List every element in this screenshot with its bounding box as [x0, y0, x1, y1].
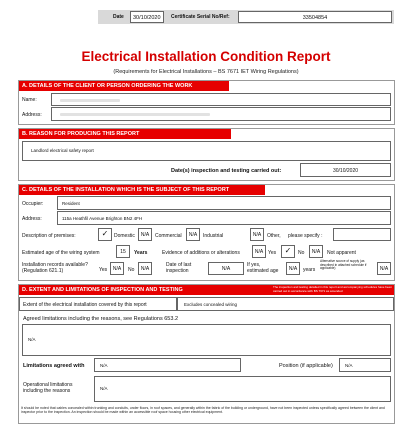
last-inspection-field[interactable]: N/A [208, 262, 244, 275]
client-address-label: Address: [22, 112, 42, 118]
years-label: Years [134, 250, 148, 256]
section-a-heading: A. DETAILS OF THE CLIENT OR PERSON ORDERING THE WORK [19, 81, 229, 91]
inspection-dates-label: Date(s) inspection and testing carried out: [171, 168, 282, 174]
industrial-label: Industrial [203, 233, 224, 239]
extent-field[interactable]: Excludes concealed wiring [177, 297, 394, 311]
install-address-label: Address: [22, 216, 42, 222]
alt-supply-label: Alternative source of supply (as described in attached schedule if applicable) [320, 259, 367, 271]
check-icon: ✓ [101, 229, 109, 238]
date-label: Date [113, 14, 124, 20]
not-apparent-label: Not apparent [327, 250, 356, 256]
records-yes-label: Yes [99, 267, 108, 273]
industrial-checkbox[interactable]: N/A [186, 228, 200, 241]
commercial-label: Commercial [155, 233, 182, 239]
occupier-label: Occupier: [22, 201, 44, 207]
commercial-checkbox[interactable]: N/A [138, 228, 152, 241]
position-field[interactable]: N/A [339, 358, 391, 372]
domestic-label: Domestic [114, 233, 135, 239]
not-apparent-checkbox[interactable]: N/A [309, 245, 323, 258]
wiring-age-label: Estimated age of the wiring system [22, 250, 100, 256]
specify-field[interactable] [333, 228, 391, 241]
agreed-limitations-label: Agreed limitations including the reasons, see Regulations 653.2 [23, 316, 179, 322]
serial-field[interactable]: 33504854 [238, 11, 392, 23]
other-checkbox[interactable]: N/A [250, 228, 264, 241]
section-d-heading: D. EXTENT AND LIMITATIONS OF INSPECTION AND TESTING [19, 285, 271, 295]
footer-note: It should be noted that cables concealed within trunking and conduits, under floors, in roof spaces, and generally within the fabric of the building or underground, have not been inspected unless specifically agreed between the client and inspector prior to the inspection. An inspection should be made within an accessible roof space housing other electrical equipment. [21, 406, 385, 415]
report-title: Electrical Installation Condition Report [81, 49, 331, 64]
last-inspection-label: Date of last inspection [166, 262, 192, 274]
install-address-field[interactable]: 115a Heathfil Avenue Brighton BN2 4FH [57, 211, 391, 225]
records-yes-checkbox[interactable]: N/A [110, 262, 124, 275]
redacted-name [60, 99, 120, 102]
inspection-dates-field[interactable]: 30/10/2020 [300, 163, 391, 177]
evidence-yes-checkbox[interactable]: N/A [252, 245, 266, 258]
limitations-agreed-field[interactable]: N/A [94, 358, 241, 372]
domestic-checkbox[interactable] [98, 228, 112, 241]
evidence-yes-label: Yes [268, 250, 277, 256]
records-no-label: No [128, 267, 135, 273]
if-yes-label: If yes, estimated age [247, 262, 279, 274]
reason-field[interactable] [22, 141, 391, 161]
section-d-note [271, 285, 394, 295]
reason-text: Landlord electrical safety report [31, 148, 94, 153]
evidence-no-checkbox[interactable] [281, 245, 295, 258]
alt-supply-field[interactable]: N/A [377, 262, 391, 275]
other-label: Other, [267, 233, 281, 239]
limitations-agreed-label: Limitations agreed with [23, 363, 85, 369]
premises-label: Description of premises: [22, 233, 76, 239]
date-field[interactable]: 30/10/2020 [130, 11, 164, 23]
client-address-field[interactable] [51, 107, 391, 121]
if-yes-field[interactable]: N/A [286, 262, 300, 275]
report-subtitle: (Requirements for Electrical Installations – BS 7671 IET Wiring Regulations) [113, 69, 299, 75]
occupier-field[interactable]: Resident [57, 196, 391, 210]
wiring-age-field[interactable]: 15 [116, 245, 130, 258]
evidence-no-label: No [298, 250, 305, 256]
extent-label: Extent of the electrical installation covered by this report [19, 297, 177, 311]
section-b-heading: B. REASON FOR PRODUCING THIS REPORT [19, 129, 231, 139]
records-no-checkbox[interactable]: N/A [138, 262, 152, 275]
serial-label: Certificate Serial No/Ref: [171, 14, 230, 20]
years2-label: years [303, 267, 316, 273]
position-label: Position (if applicable) [279, 363, 333, 369]
client-name-field[interactable] [51, 93, 391, 106]
check-icon: ✓ [284, 246, 292, 255]
section-d-note-text: The inspection and testing detailed in this report and accompanying schedules have been carried out in accordance with BS 7671 as amended [273, 285, 392, 293]
operational-limitations-field[interactable]: N/A [94, 376, 391, 402]
redacted-address [60, 113, 210, 116]
section-c-heading: C. DETAILS OF THE INSTALLATION WHICH IS THE SUBJECT OF THIS REPORT [19, 185, 265, 195]
client-name-label: Name: [22, 97, 37, 103]
records-label: Installation records available? (Regulation 621.1) [22, 262, 88, 274]
specify-label: please specify : [288, 233, 323, 239]
operational-limitations-label: Operational limitations including the reasons [23, 382, 73, 394]
evidence-label: Evidence of additions or alterations [162, 250, 240, 256]
agreed-limitations-field[interactable]: N/A [22, 324, 391, 356]
